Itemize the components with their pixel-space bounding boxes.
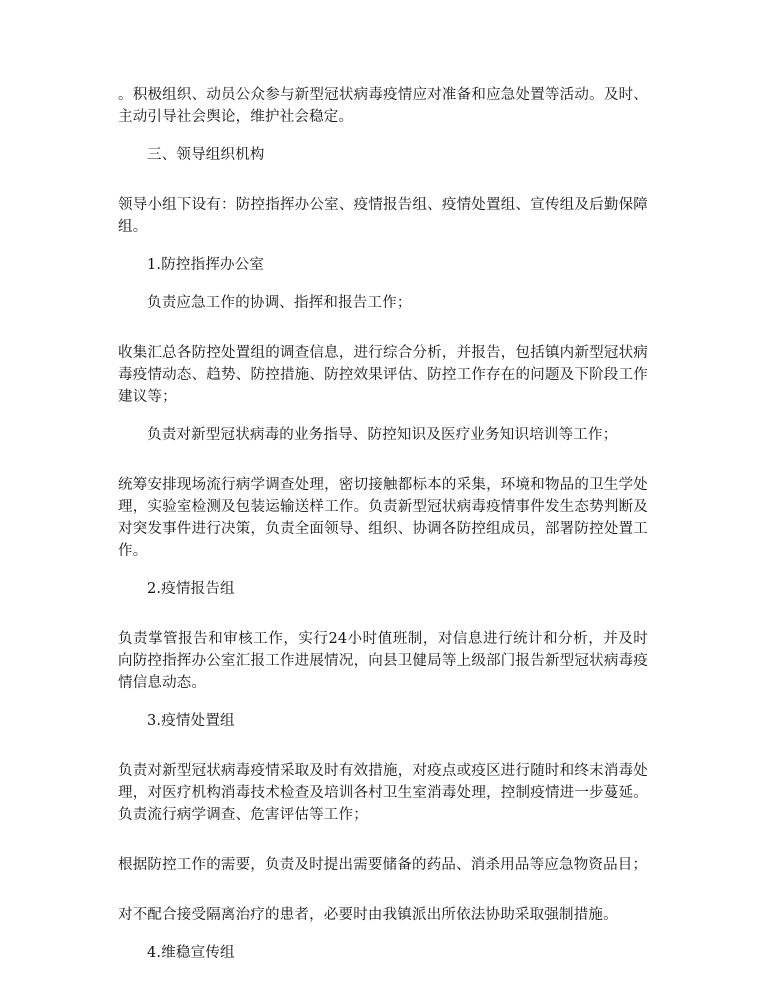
paragraph-command-duty-1: 负责应急工作的协调、指挥和报告工作； xyxy=(147,295,412,311)
paragraph-command-duty-2: 收集汇总各防控处置组的调查信息，进行综合分析，并报告，包括镇内新型冠状病毒疫情动态、趋势、防控措施、防控效果评估、防控工作存在的问题及下阶段工作建议等； xyxy=(118,345,648,405)
subheading-disposal-group: 3.疫情处置组 xyxy=(147,713,235,729)
subheading-command-office: 1.防控指挥办公室 xyxy=(147,257,265,273)
paragraph-disposal-duty-3: 对不配合接受隔离治疗的患者，必要时由我镇派出所依法协助采取强制措施。 xyxy=(118,907,618,923)
paragraph-report-duty: 负责掌管报告和审核工作，实行24小时值班制，对信息进行统计和分析，并及时向防控指挥办公室汇报工作进展情况，向县卫健局等上级部门报告新型冠状病毒疫情信息动态。 xyxy=(118,631,648,691)
section-heading-leadership: 三、领导组织机构 xyxy=(147,147,265,163)
paragraph-subgroups: 领导小组下设有：防控指挥办公室、疫情报告组、疫情处置组、宣传组及后勤保障组。 xyxy=(118,197,648,235)
document-page xyxy=(118,84,648,964)
paragraph-intro: 。积极组织、动员公众参与新型冠状病毒疫情应对准备和应急处置等活动。及时、主动引导社会舆论，维护社会稳定。 xyxy=(118,87,648,125)
paragraph-disposal-duty-2: 根据防控工作的需要，负责及时提出需要储备的药品、消杀用品等应急物资品目； xyxy=(118,857,648,873)
paragraph-command-duty-3: 负责对新型冠状病毒的业务指导、防控知识及医疗业务知识培训等工作； xyxy=(147,427,618,443)
subheading-publicity-group: 4.维稳宣传组 xyxy=(147,945,235,961)
paragraph-disposal-duty-1: 负责对新型冠状病毒疫情采取及时有效措施，对疫点或疫区进行随时和终末消毒处理，对医疗机构消毒技术检查及培训各村卫生室消毒处理，控制疫情进一步蔓延。负责流行病学调查、危害评估等工作； xyxy=(118,763,648,823)
paragraph-command-duty-4: 统筹安排现场流行病学调查处理，密切接触都标本的采集，环境和物品的卫生学处理，实验室检测及包装运输送样工作。负责新型冠状病毒疫情事件发生态势判断及对突发事件进行决策，负责全面领导、组织、协调各防控组成员，部署防控处置工作。 xyxy=(118,477,648,559)
subheading-report-group: 2.疫情报告组 xyxy=(147,581,235,597)
